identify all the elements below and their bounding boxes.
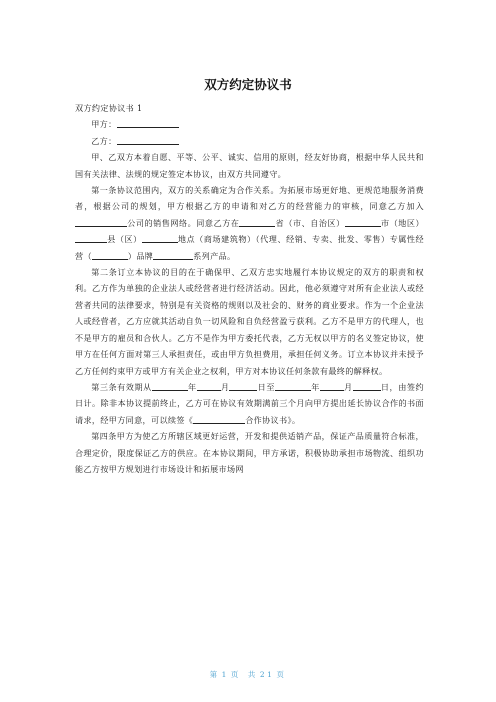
agreement-name-blank [193,414,245,424]
article-3 [75,379,424,428]
start-year-blank [152,381,188,391]
total-pages: 21 [259,670,275,679]
party-b-label: 乙方： [91,135,117,146]
province-blank [239,217,275,227]
end-day-blank [353,381,381,391]
party-b-line [75,133,424,149]
total-unit: 页 [276,670,287,679]
company-blank [75,217,127,227]
city-blank [345,217,381,227]
year-label: 年 [187,381,197,392]
party-a-line [75,116,424,132]
end-month-label: 月 [343,381,353,392]
day-to-label: 日至 [257,381,275,392]
article-1-text-4: 市（地区） [380,217,424,228]
article-3-text-3: 合作协议书》。 [245,414,301,425]
location-blank [142,233,178,243]
county-blank [75,233,107,243]
intro-paragraph: 甲、乙双方本着自愿、平等、公平、诚实、信用的原则，经友好协商，根据中华人民共和国有关法律、法规的规定签定本协议，由双方共同遵守。 [75,152,424,179]
end-year-label: 年 [310,381,320,392]
article-1 [75,182,424,264]
document-title: 双方约定协议书 [204,77,292,92]
article-3-text-1: 第三条有效期从 [91,381,152,392]
start-day-blank [229,381,257,391]
start-month-blank [197,381,221,391]
article-2: 第二条订立本协议的目的在于确保甲、乙双方忠实地履行本协议规定的双方的职责和权利。乙方作为单独的企业法人或经营者进行经济活动。因此，他必须遵守对所有企业法人或经营者共同的法律要求，特别是有关资格的规则以及社会的、财务的商业要求。作为一个企业法人或经营者，乙方应就其活动自负一切风险和自负经营盈亏获利。乙方不是甲方的代理人，也不是甲方的雇员和合伙人。乙方不是作为甲方委托代表，乙方无权以甲方的名义签定协议，使甲方在任何方面对第三人承担责任，或由甲方负担费用，承担任何义务。订立本协议并未授予乙方任何约束甲方或甲方有关企业之权利，甲方对本协议任何条款有最终的解释权。 [75,267,424,376]
month-label: 月 [220,381,230,392]
document-body [75,100,424,477]
party-b-blank [117,135,179,145]
article-3-text-2: 由签约日计。除非本协议提前终止，乙方可在协议有效期满前三个月向甲方提出延长协议合作的书面请求，经甲方同意，可以续签《 [75,381,424,425]
article-1-text-3: 省（市、自治区） [275,217,345,228]
total-word: 共 [247,670,258,679]
article-1-text-7: ）品牌 [127,250,154,261]
day-label: 日， [380,381,399,392]
page-unit: 页 [230,670,241,679]
party-a-blank [117,118,179,128]
page-footer [0,669,496,680]
page-word: 第 [209,670,220,679]
end-year-blank [275,381,311,391]
brand-blank [153,250,193,260]
page-number: 1 [221,670,229,679]
article-4: 第四条甲方为使乙方所辖区域更好运营，开发和提供适销产品，保证产品质量符合标准，合理定价，限度保证乙方的供应。在本协议期间，甲方承诺，积极协助承担市场物流、组织功能乙方按甲方规划进行市场设计和拓展市场网 [75,431,424,474]
article-1-text-8: 系列产品。 [193,250,236,261]
article-1-text-5: 县（区） [107,234,142,245]
mode-blank [92,250,128,260]
article-1-text-2: 公司的销售网络。同意乙方在 [127,217,240,228]
document-subtitle: 双方约定协议书 1 [75,103,143,113]
end-month-blank [320,381,344,391]
article-1-text-1: 第一条协议范围内，双方的关系确定为合作关系。为拓展市场更好地、更规范地服务消费者，根据公司的规划，甲方根据乙方的申请和对乙方的经营能力的审核，同意乙方加入 [75,185,424,212]
party-a-label: 甲方： [91,119,117,130]
article-1-text-6: 地点（商场建筑物）（代理、经销、专卖、批发、零售）专属性经营（ [75,234,424,261]
